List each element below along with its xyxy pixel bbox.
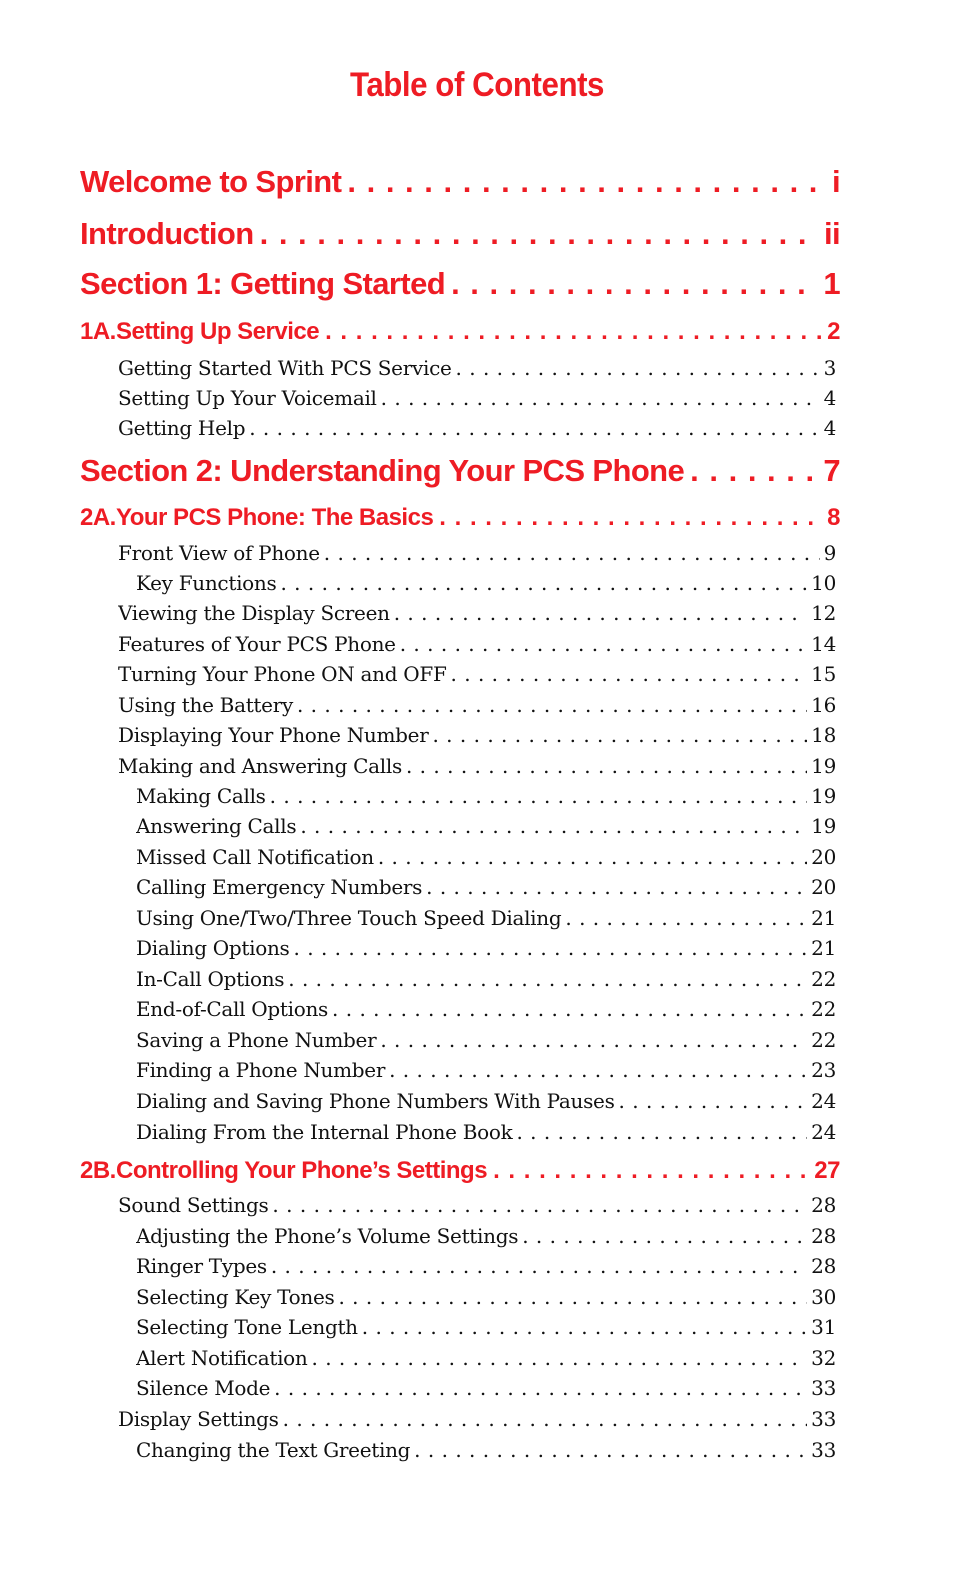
dot-leader xyxy=(260,214,818,254)
toc-page-number: 4 xyxy=(823,416,836,440)
toc-entry-label: Welcome to Sprint xyxy=(80,164,342,199)
toc-entry[interactable] xyxy=(136,568,836,598)
toc-entry[interactable] xyxy=(136,1343,836,1373)
toc-page-number: 31 xyxy=(811,1315,836,1339)
toc-entry[interactable] xyxy=(136,811,836,841)
toc-chapter-title: Your PCS Phone: The Basics xyxy=(116,504,434,531)
toc-entry[interactable] xyxy=(118,720,836,750)
toc-page-number: 3 xyxy=(823,356,836,380)
toc-entry-label: Setting Up Your Voicemail xyxy=(118,386,377,410)
toc-page-number: 30 xyxy=(811,1285,836,1309)
toc-entry-label: Display Settings xyxy=(118,1407,279,1431)
dot-leader xyxy=(249,413,819,443)
toc-entry-label: Making Calls xyxy=(136,784,266,808)
dot-leader xyxy=(394,598,807,628)
dot-leader xyxy=(456,353,820,383)
toc-entry[interactable] xyxy=(118,1404,836,1434)
toc-page-number: 10 xyxy=(811,571,836,595)
dot-leader xyxy=(432,720,807,750)
dot-leader xyxy=(325,316,821,348)
toc-entry[interactable] xyxy=(136,903,836,933)
toc-entry-label: Section 2: Understanding Your PCS Phone xyxy=(80,453,685,488)
toc-entry[interactable] xyxy=(118,629,836,659)
toc-chapter-code: 2A. xyxy=(80,504,116,531)
dot-leader xyxy=(271,1251,807,1281)
toc-page-number: 21 xyxy=(811,936,836,960)
toc-entry[interactable] xyxy=(136,1373,836,1403)
toc-entry-label: Selecting Key Tones xyxy=(136,1285,335,1309)
dot-leader xyxy=(297,690,807,720)
dot-leader xyxy=(347,162,826,202)
toc-section-entry[interactable] xyxy=(80,451,840,491)
dot-leader xyxy=(493,1155,808,1187)
toc-entry-label: Silence Mode xyxy=(136,1376,271,1400)
toc-entry-label: Finding a Phone Number xyxy=(136,1058,386,1082)
toc-entry[interactable] xyxy=(136,1055,836,1085)
toc-page-number: 20 xyxy=(811,845,836,869)
toc-entry-label: Missed Call Notification xyxy=(136,845,374,869)
dot-leader xyxy=(332,994,807,1024)
toc-page-number: i xyxy=(831,164,840,199)
toc-entry[interactable] xyxy=(118,383,836,413)
toc-page-number: 19 xyxy=(811,814,836,838)
toc-entry-label: Features of Your PCS Phone xyxy=(118,632,396,656)
dot-leader xyxy=(283,1404,808,1434)
dot-leader xyxy=(565,903,807,933)
toc-entry[interactable] xyxy=(118,1190,836,1220)
toc-entry-label: Section 1: Getting Started xyxy=(80,266,446,301)
toc-entry[interactable] xyxy=(136,994,836,1024)
toc-entry[interactable] xyxy=(118,353,836,383)
toc-entry-label: Selecting Tone Length xyxy=(136,1315,358,1339)
toc-entry-label: Dialing and Saving Phone Numbers With Pauses xyxy=(136,1089,615,1113)
toc-entry-label: Answering Calls xyxy=(136,814,297,838)
toc-entry[interactable] xyxy=(136,1025,836,1055)
toc-page-number: 27 xyxy=(814,1157,840,1184)
toc-entry-label: Introduction xyxy=(80,216,254,251)
toc-entry-label: Calling Emergency Numbers xyxy=(136,875,423,899)
dot-leader xyxy=(426,872,807,902)
toc-page-number: 32 xyxy=(811,1346,836,1370)
toc-entry-label: Ringer Types xyxy=(136,1254,267,1278)
toc-entry-label: Adjusting the Phone’s Volume Settings xyxy=(136,1224,519,1248)
dot-leader xyxy=(270,781,807,811)
toc-entry-label xyxy=(80,1155,487,1187)
toc-chapter-title: Controlling Your Phone’s Settings xyxy=(116,1157,488,1184)
toc-section-entry[interactable] xyxy=(80,162,840,202)
toc-entry[interactable] xyxy=(136,842,836,872)
toc-entry-label: Saving a Phone Number xyxy=(136,1028,377,1052)
dot-leader xyxy=(280,568,807,598)
toc-page-number: 14 xyxy=(811,632,836,656)
toc-page-number: 28 xyxy=(811,1254,836,1278)
toc-entry-label: Making and Answering Calls xyxy=(118,754,402,778)
toc-entry-label: Getting Started With PCS Service xyxy=(118,356,452,380)
toc-chapter-code: 2B. xyxy=(80,1157,116,1184)
toc-entry[interactable] xyxy=(136,781,836,811)
toc-chapter-code: 1A. xyxy=(80,318,116,345)
dot-leader xyxy=(389,1055,807,1085)
toc-page-number: 16 xyxy=(811,693,836,717)
toc-entry[interactable] xyxy=(118,598,836,628)
toc-entry-label: Using One/Two/Three Touch Speed Dialing xyxy=(136,906,562,930)
toc-entry-label: Turning Your Phone ON and OFF xyxy=(118,662,447,686)
dot-leader xyxy=(451,264,817,304)
toc-entry-label: Using the Battery xyxy=(118,693,293,717)
toc-entry-label: Dialing Options xyxy=(136,936,290,960)
toc-page-number: 8 xyxy=(827,504,840,531)
toc-page-number: ii xyxy=(823,216,840,251)
toc-page-number: 33 xyxy=(811,1438,836,1462)
toc-page-number: 19 xyxy=(811,784,836,808)
toc-page-number: 19 xyxy=(811,754,836,778)
toc-entry-label: Alert Notification xyxy=(136,1346,308,1370)
toc-chapter-entry[interactable] xyxy=(80,502,840,534)
toc-entry[interactable] xyxy=(136,1086,836,1116)
toc-page-number: 15 xyxy=(811,662,836,686)
toc-chapter-title: Setting Up Service xyxy=(116,318,320,345)
dot-leader xyxy=(690,451,817,491)
dot-leader xyxy=(406,751,807,781)
toc-entry[interactable] xyxy=(136,1221,836,1251)
toc-section-entry[interactable] xyxy=(80,264,840,304)
toc-page-number: 24 xyxy=(811,1089,836,1113)
toc-page-number: 22 xyxy=(811,997,836,1021)
toc-entry-label: In-Call Options xyxy=(136,967,285,991)
toc-page-number: 33 xyxy=(811,1407,836,1431)
dot-leader xyxy=(516,1117,807,1147)
toc-page-number: 12 xyxy=(811,601,836,625)
toc-entry-label xyxy=(80,316,319,348)
toc-entry[interactable] xyxy=(136,933,836,963)
toc-page-number: 24 xyxy=(811,1120,836,1144)
toc-page-number: 33 xyxy=(811,1376,836,1400)
toc-entry-label: End-of-Call Options xyxy=(136,997,329,1021)
toc-page-number: 9 xyxy=(823,541,836,565)
toc-page-number: 20 xyxy=(811,875,836,899)
toc-entry-label: Dialing From the Internal Phone Book xyxy=(136,1120,513,1144)
dot-leader xyxy=(362,1312,807,1342)
toc-entry-label: Displaying Your Phone Number xyxy=(118,723,429,747)
dot-leader xyxy=(439,502,821,534)
toc-page-number: 21 xyxy=(811,906,836,930)
toc-page-number: 7 xyxy=(823,453,840,488)
toc-page-number: 22 xyxy=(811,1028,836,1052)
toc-entry-label: Viewing the Display Screen xyxy=(118,601,390,625)
toc-entry[interactable] xyxy=(136,872,836,902)
dot-leader xyxy=(294,933,808,963)
toc-entry[interactable] xyxy=(118,659,836,689)
toc-entry[interactable] xyxy=(136,1282,836,1312)
toc-entry[interactable] xyxy=(118,690,836,720)
toc-page-number: 23 xyxy=(811,1058,836,1082)
toc-entry[interactable] xyxy=(136,1251,836,1281)
toc-entry-label: Front View of Phone xyxy=(118,541,320,565)
dot-leader xyxy=(300,811,807,841)
toc-entry[interactable] xyxy=(118,538,836,568)
dot-leader xyxy=(451,659,808,689)
toc-section-entry[interactable] xyxy=(80,214,840,254)
toc-entry-label: Getting Help xyxy=(118,416,246,440)
toc-entry[interactable] xyxy=(136,964,836,994)
toc-page-number: 28 xyxy=(811,1224,836,1248)
toc-entry[interactable] xyxy=(118,751,836,781)
toc-entry-label: Changing the Text Greeting xyxy=(136,1438,411,1462)
dot-leader xyxy=(522,1221,807,1251)
dot-leader xyxy=(272,1190,807,1220)
toc-page-number: 18 xyxy=(811,723,836,747)
toc-entry[interactable] xyxy=(136,1435,836,1465)
toc-page-number: 4 xyxy=(823,386,836,410)
dot-leader xyxy=(400,629,807,659)
dot-leader xyxy=(274,1373,807,1403)
dot-leader xyxy=(324,538,820,568)
toc-chapter-entry[interactable] xyxy=(80,1155,840,1187)
toc-chapter-entry[interactable] xyxy=(80,316,840,348)
toc-entry-label: Key Functions xyxy=(136,571,277,595)
dot-leader xyxy=(380,1025,807,1055)
dot-leader xyxy=(414,1435,807,1465)
dot-leader xyxy=(338,1282,807,1312)
dot-leader xyxy=(288,964,807,994)
toc-page-number: 22 xyxy=(811,967,836,991)
toc-entry-label xyxy=(80,502,433,534)
toc-page-number: 2 xyxy=(827,318,840,345)
toc-entry[interactable] xyxy=(136,1312,836,1342)
page-title: Table of Contents xyxy=(349,66,605,104)
toc-entry-label: Sound Settings xyxy=(118,1193,269,1217)
dot-leader xyxy=(312,1343,808,1373)
dot-leader xyxy=(619,1086,808,1116)
toc-page-number: 1 xyxy=(823,266,840,301)
toc-entry[interactable] xyxy=(136,1117,836,1147)
dot-leader xyxy=(378,842,807,872)
toc-entry[interactable] xyxy=(118,413,836,443)
dot-leader xyxy=(381,383,820,413)
toc-page-number: 28 xyxy=(811,1193,836,1217)
